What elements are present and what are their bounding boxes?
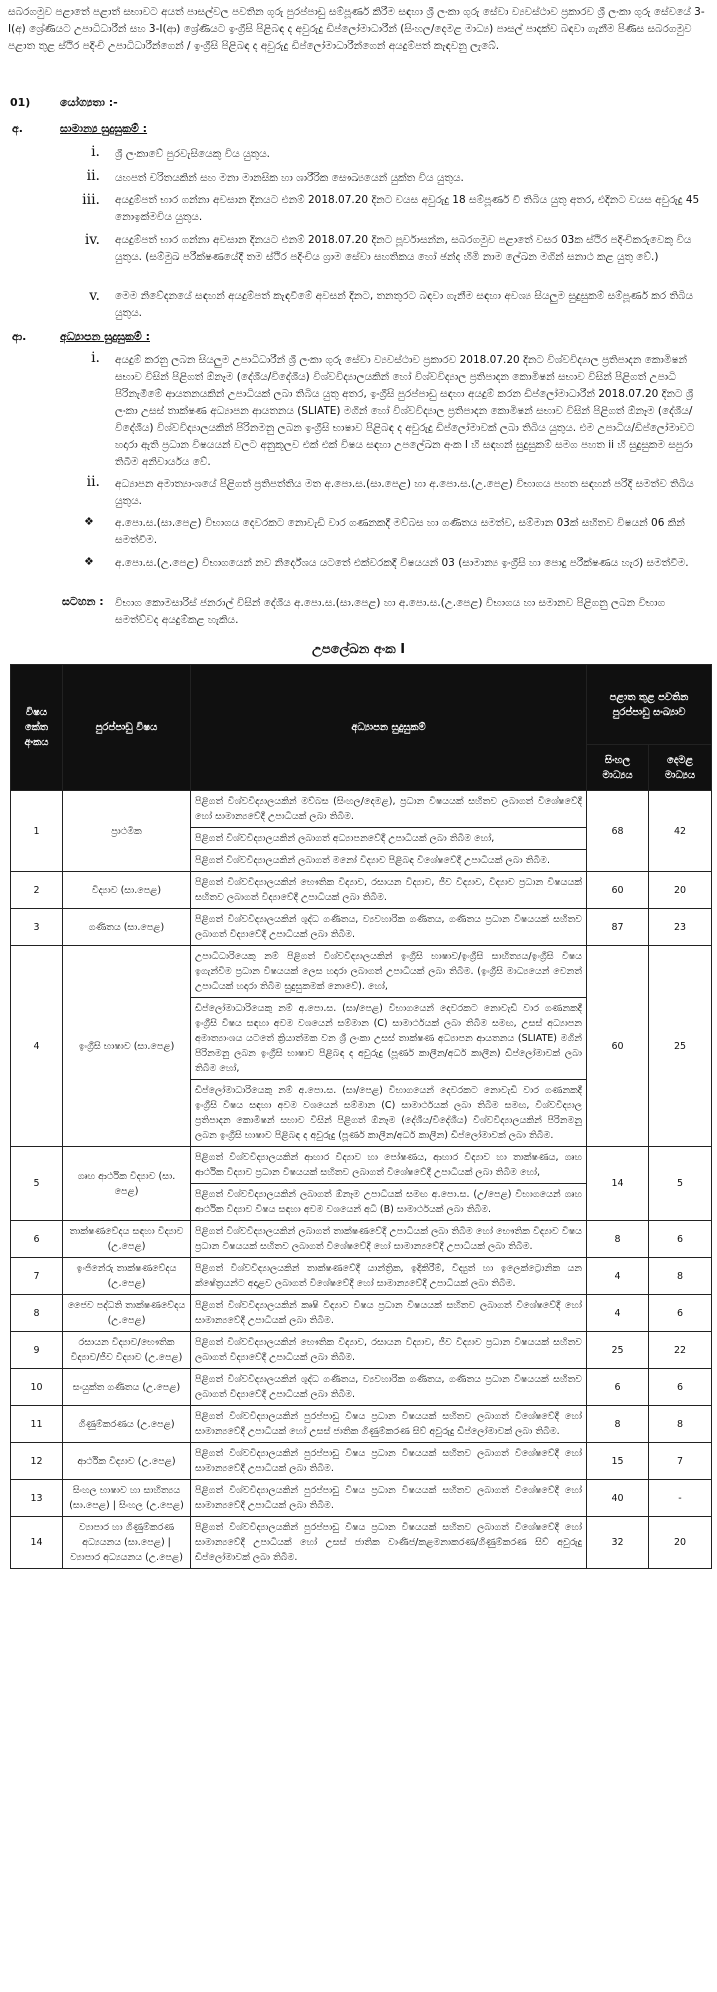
vacancy-subject-cell: විද්‍යාව (සා.පෙළ) xyxy=(63,872,191,909)
header-vacancy-count: පළාත තුළ පවතින පුරප්පාඩු සංඛ්‍යාව xyxy=(587,665,712,745)
qualification-cell: ඩිප්ලෝමාධාරියෙකු නම් අ.පො.ස. (සා/පෙළ) විභාගයෙන් දෙවරකට නොවැඩි වාර ගණනකදී ඉංග්‍රීසි විෂය සඳහා අවම වශයෙන් සම්මාන (C) සාමාර්ථයක් ලබා තිබීම සමඟ, උසස් අධ්‍යාපන අමාත්‍යාංශය යටතේ ක්‍රියාත්මක වන ශ්‍රී ලංකා උසස් තාක්ෂණ අධ්‍යාපන ආයතනය (SLIATE) මගින් පිරිනමනු ලබන ඉංග්‍රීසි භාෂාව පිළිබඳ ද අවුරුදු (පූර්ණ කාලීන/අර්ධ කාලීන) ඩිප්ලෝමාවක් ලබා තිබීම හෝ, xyxy=(191,998,587,1080)
vacancy-subject-cell: ව්‍යාපාර හා ගිණුම්කරණ අධ්‍යයනය (සා.පෙළ) | ව්‍යාපාර අධ්‍යයනය (උ.පෙළ) xyxy=(63,1517,191,1569)
sinhala-vacancy-cell: 8 xyxy=(587,1221,649,1258)
subject-code-cell: 7 xyxy=(11,1258,63,1295)
sinhala-vacancy-cell: 40 xyxy=(587,1480,649,1517)
tamil-vacancy-cell: 8 xyxy=(649,1258,712,1295)
note-text: විභාග කොමසාරිස් ජනරාල් විසින් දේශීය අ.පො.ස.(සා.පෙළ) හා අ.පො.ස.(උ.පෙළ) විභාගය හා සමානව පිළිගනු ලබන විභාග සමත්ව්වද අයදුම්කළ හැකිය. xyxy=(115,597,666,626)
tamil-vacancy-cell: - xyxy=(649,1480,712,1517)
intro-paragraph: සබරගමුව පළාතේ පළාත් සභාවට අයත් පාසල්වල පවතින ගුරු පුරප්පාඩු සම්පූර්ණ කිරීම සඳහා ශ්‍රී ලංකා ගුරු සේවා ව්‍යවස්ථාව ප්‍රකාරව ශ්‍රී ලංකා ගුරු සේවයේ 3-I(අ) ශ්‍රේණියට උපාධිධාරීන් සහ 3-I(ආ) ශ්‍රේණියට ඉංග්‍රීසි පිළිබඳ ද අවුරුදු ඩිප්ලෝමාධාරීන් (සිංහල/දෙමළ මාධ්‍ය) පාසල් පාදක්ව බඳවා ගැනීම පිණිස සබරගමුව පළාත තුළ ස්ථිර පදිංචි උපාධිධාරීන්ගෙන් / ඉංග්‍රීසි පිළිබඳ ද අවුරුදු ඩිප්ලෝමාධාරීන්ගෙන් අයදුම්පත් කැඳවනු ලැබේ. xyxy=(8,6,705,52)
table-row xyxy=(11,1147,712,1184)
table-row xyxy=(11,1258,712,1295)
tamil-vacancy-cell: 25 xyxy=(649,946,712,1147)
vacancy-subject-cell: ගෘහ ආර්ථික විද්‍යාව (සා. පෙළ) xyxy=(63,1147,191,1221)
general-item-number: ii. xyxy=(86,168,100,184)
sinhala-vacancy-cell: 4 xyxy=(587,1295,649,1332)
vacancy-table xyxy=(10,664,712,1569)
table-row xyxy=(11,1295,712,1332)
tamil-vacancy-cell: 20 xyxy=(649,1517,712,1569)
subject-code-cell: 9 xyxy=(11,1332,63,1369)
subject-code-cell: 5 xyxy=(11,1147,63,1221)
header-tamil-medium: දෙමළ මාධ්‍යය xyxy=(649,745,712,791)
section-a-title: සාමාන්‍ය සුදුසුකම් : xyxy=(60,122,148,135)
table-row xyxy=(11,1332,712,1369)
qualification-cell: පිළිගත් විශ්වවිද්‍යාලයකින් පුරප්පාඩු විෂය ප්‍රධාන විෂයයක් සහිතව ලබාගත් විශේෂවේදී හෝ සාමාන්‍යවේදී උපාධියක් හෝ උසස් ජාතික ගිණුම්කරණ සිව් අවුරුදු ඩිප්ලෝමාවක් ලබා තිබීම. xyxy=(191,1406,587,1443)
table-row xyxy=(11,909,712,946)
subject-code-cell: 3 xyxy=(11,909,63,946)
vacancy-subject-cell: ඉංජිනේරු තාක්ෂණවේදය (උ.පෙළ) xyxy=(63,1258,191,1295)
subject-code-cell: 12 xyxy=(11,1443,63,1480)
ol-requirement-text: අ.පො.ස.(සා.පෙළ) විභාගය දෙවරකට නොවැඩි වාර ගණනකදී මව්බස හා ගණිතය සමත්ව, සම්මාන 03ක් සහිතව විෂයන් 06 කින් සමත්වීම. xyxy=(115,517,685,546)
subject-code-cell: 6 xyxy=(11,1221,63,1258)
table-row xyxy=(11,1443,712,1480)
tamil-vacancy-cell: 7 xyxy=(649,1443,712,1480)
vacancy-subject-cell: සිංහල භාෂාව හා සාහිත්‍යය (සා.පෙළ) | සිංහල (උ.පෙළ) xyxy=(63,1480,191,1517)
table-row xyxy=(11,1221,712,1258)
qualification-cell: පිළිගත් විශ්වවිද්‍යාලයකින් මව්බස (සිංහල/දෙමළ), ප්‍රධාන විෂයයක් සහිතව ලබාගත් විශේෂවේදී හෝ සාමාන්‍යවේදී උපාධියක් ලබා තිබීම. xyxy=(191,791,587,828)
general-item-number: iii. xyxy=(82,192,100,208)
subject-code-cell: 4 xyxy=(11,946,63,1147)
subject-code-cell: 10 xyxy=(11,1369,63,1406)
header-sinhala-medium: සිංහල මාධ්‍යය xyxy=(587,745,649,791)
qualification-cell: පිළිගත් විශ්වවිද්‍යාලයකින් පුරප්පාඩු විෂය ප්‍රධාන විෂයයක් සහිතව ලබාගත් විශේෂවේදී හෝ සාමාන්‍යවේදී උපාධියක් ලබා තිබීම. xyxy=(191,1480,587,1517)
section-01-number: 01) xyxy=(10,96,31,109)
qualification-cell: පිළිගත් විශ්වවිද්‍යාලයකින් ලබාගත් අධ්‍යාපනවේදී උපාධියක් ලබා තිබීම හෝ, xyxy=(191,828,587,850)
vacancy-subject-cell: ජෛව පද්ධති තාක්ෂණවේදය (උ.පෙළ) xyxy=(63,1295,191,1332)
tamil-vacancy-cell: 5 xyxy=(649,1147,712,1221)
general-item-text: ශ්‍රී ලංකාවේ පුරවැසියෙකු විය යුතුය. xyxy=(115,148,270,160)
sinhala-vacancy-cell: 14 xyxy=(587,1147,649,1221)
tamil-vacancy-cell: 8 xyxy=(649,1406,712,1443)
sinhala-vacancy-cell: 32 xyxy=(587,1517,649,1569)
qualification-cell: පිළිගත් විශ්වවිද්‍යාලයකින් තාක්ෂණවේදී යාන්ත්‍රික, ඉදිකිරීම්, විද්‍යුත් හා ඉලෙක්ට්‍රොනික යන ක්ෂේත්‍රයන්ට අදාළව ලබාගත් විශේෂවේදී හෝ සාමාන්‍යවේදී උපාධියක් ලබා තිබීම. xyxy=(191,1258,587,1295)
note-label: සටහන : xyxy=(62,595,104,608)
header-vacancy-subject: පුරප්පාඩු විෂය xyxy=(63,665,191,791)
subject-code-cell: 2 xyxy=(11,872,63,909)
table-row xyxy=(11,791,712,828)
table-row xyxy=(11,1480,712,1517)
vacancy-subject-cell: ප්‍රාථමික xyxy=(63,791,191,872)
tamil-vacancy-cell: 23 xyxy=(649,909,712,946)
al-requirement-text: අ.පො.ස.(උ.පෙළ) විභාගයෙන් නව නිර්දේශය යටතේ එක්වරකදී විෂයයන් 03 (සාමාන්‍ය ඉංග්‍රීසි හා පොදු පරීක්ෂණය හැර) සමත්වීම. xyxy=(115,557,689,569)
subject-code-cell: 1 xyxy=(11,791,63,872)
table-row xyxy=(11,872,712,909)
sinhala-vacancy-cell: 6 xyxy=(587,1369,649,1406)
tamil-vacancy-cell: 42 xyxy=(649,791,712,872)
sinhala-vacancy-cell: 68 xyxy=(587,791,649,872)
qualification-cell: උපාධිධාරියෙකු නම් පිළිගත් විශ්වවිද්‍යාලයකින් ඉංග්‍රීසි භාෂාව/ඉංග්‍රීසි සාහිත්‍යය/ඉංග්‍රීසි විෂය ඉගැන්වීම ප්‍රධාන විෂයයක් ලෙස හදාරා ලබාගත් උපාධියක් ලබා තිබීම. (ඉංග්‍රීසි මාධ්‍යයෙන් වෙනත් උපාධියක් හදාරා තිබීම සුදුසුකමක් නොවේ). හෝ, xyxy=(191,946,587,998)
sinhala-vacancy-cell: 25 xyxy=(587,1332,649,1369)
qualification-cell: පිළිගත් විශ්වවිද්‍යාලයකින් ශුද්ධ ගණිතය, ව්‍යවහාරික ගණිතය, ගණිතය ප්‍රධාන විෂයයක් සහිතව ලබාගත් විද්‍යාවේදී උපාධියක් ලබා තිබීම. xyxy=(191,909,587,946)
general-item-text: මෙම නිවේදනයේ සඳහන් අයදුම්පත් කැඳවීමේ අවසන් දිනට, තනතුරට බඳවා ගැනීම සඳහා අවශ්‍ය සියලුම සුදුසුකම් සම්පූර්ණ කර තිබිය යුතුය. xyxy=(115,290,694,319)
tamil-vacancy-cell: 22 xyxy=(649,1332,712,1369)
section-01-title: යෝග්‍යතා :- xyxy=(60,96,118,109)
subject-code-cell: 13 xyxy=(11,1480,63,1517)
qualification-cell: පිළිගත් විශ්වවිද්‍යාලයකින් පුරප්පාඩු විෂය ප්‍රධාන විෂයයක් සහිතව ලබාගත් විශේෂවේදී හෝ සාමාන්‍යවේදී උපාධියක් ලබා තිබීම. xyxy=(191,1443,587,1480)
section-a-label: අ. xyxy=(12,122,23,135)
table-row xyxy=(11,946,712,998)
section-aa-label: ආ. xyxy=(12,330,27,343)
sinhala-vacancy-cell: 60 xyxy=(587,872,649,909)
qualification-cell: පිළිගත් විශ්වවිද්‍යාලයකින් කෘෂි විද්‍යාව විෂය ප්‍රධාන විෂයයක් සහිතව ලබාගත් විශේෂවේදී හෝ සාමාන්‍යවේදී උපාධියක් ලබා තිබීම. xyxy=(191,1295,587,1332)
qualification-cell: පිළිගත් විශ්වවිද්‍යාලයකින් පුරප්පාඩු විෂය ප්‍රධාන විෂයයක් සහිතව ලබාගත් විශේෂවේදී හෝ සාමාන්‍යවේදී උපාධියක් හෝ උසස් ජාතික වාණිජ/කළමනාකරණ/ගිණුම්කරණ සිව් අවුරුදු ඩිප්ලෝමාවක් ලබා තිබීම. xyxy=(191,1517,587,1569)
education-item-text: අධ්‍යාපන අමාත්‍යාංශයේ පිළිගත් ප්‍රතිපත්තිය මත අ.පො.ස.(සා.පෙළ) හා අ.පො.ස.(උ.පෙළ) විභාගය පහත සඳහන් පරිදි සමත්ව තිබිය යුතුය. xyxy=(115,478,694,507)
sinhala-vacancy-cell: 4 xyxy=(587,1258,649,1295)
tamil-vacancy-cell: 6 xyxy=(649,1295,712,1332)
header-qualifications: අධ්‍යාපන සුදුසුකම් xyxy=(191,665,587,791)
sinhala-vacancy-cell: 60 xyxy=(587,946,649,1147)
general-item-text: අයදුම්පත් භාර ගන්නා අවසාන දිනයට එනම් 2018.07.20 දිනට පූර්වාසන්න, සබරගමුව පළාතේ වසර 03ක ස්ථිර පදිංචිකරුවෙකු විය යුතුය. (සම්මුඛ පරීක්ෂණයේදී තම ස්ථිර පදිංචිය ග්‍රාම සේවා සහතිකය හෝ ඡන්ද හිමි නාම ලේඛන මගින් සනාථ කළ යුතු වේ.) xyxy=(115,234,692,263)
tamil-vacancy-cell: 6 xyxy=(649,1221,712,1258)
subject-code-cell: 14 xyxy=(11,1517,63,1569)
tamil-vacancy-cell: 20 xyxy=(649,872,712,909)
header-subject-code: විෂය කේත අංකය xyxy=(11,665,63,791)
qualification-cell: පිළිගත් විශ්වවිද්‍යාලයකින් භෞතික විද්‍යාව, රසායන විද්‍යාව, ජීව විද්‍යාව ප්‍රධාන විෂයයක් සහිතව ලබාගත් විද්‍යාවේදී උපාධියක් ලබා තිබීම. xyxy=(191,1332,587,1369)
diamond-bullet-icon: ❖ xyxy=(84,555,94,568)
sinhala-vacancy-cell: 15 xyxy=(587,1443,649,1480)
vacancy-subject-cell: ඉංග්‍රීසි භාෂාව (සා.පෙළ) xyxy=(63,946,191,1147)
general-item-text: යහපත් චරිතයකින් සහ මනා මානසික හා ශාරීරික සෞඛ්‍යයෙන් යුක්ත විය යුතුය. xyxy=(115,172,464,184)
general-item-number: v. xyxy=(89,288,100,304)
general-item-number: iv. xyxy=(84,232,100,248)
schedule-title: උපලේඛන අංක I xyxy=(311,642,406,657)
qualification-cell: පිළිගත් විශ්වවිද්‍යාලයකින් ලබාගත් තාක්ෂණවේදී උපාධියක් ලබා තිබීම හෝ භෞතික විද්‍යාව විෂය ප්‍රධාන විෂයයක් සහිතව ලබාගත් විශේෂවේදී හෝ සාමාන්‍යවේදී උපාධියක් ලබා තිබීම. xyxy=(191,1221,587,1258)
qualification-cell: පිළිගත් විශ්වවිද්‍යාලයකින් ලබාගත් මනෝ විද්‍යාව පිළිබඳ විශේෂවේදී උපාධියක් ලබා තිබීම. xyxy=(191,850,587,872)
general-item-text: අයදුම්පත් භාර ගන්නා අවසාන දිනයට එනම් 2018.07.20 දිනට වයස අවුරුදු 18 සම්පූර්ණ වී තිබිය යුතු අතර, එදිනට වයස අවුරුදු 45 නොඉක්මවිය යුතුය. xyxy=(115,194,700,223)
table-row xyxy=(11,1517,712,1569)
vacancy-subject-cell: ගිණුම්කරණය (උ.පෙළ) xyxy=(63,1406,191,1443)
vacancy-subject-cell: ගණිතය (සා.පෙළ) xyxy=(63,909,191,946)
section-aa-title: අධ්‍යාපන සුදුසුකම් : xyxy=(60,330,150,343)
education-item-text: අයදුම් කරනු ලබන සියලුම උපාධිධාරීන් ශ්‍රී ලංකා ගුරු සේවා ව්‍යවස්ථාව ප්‍රකාරව 2018.07.20 දිනට විශ්වවිද්‍යාල ප්‍රතිපාදන කොමිෂන් සභාව විසින් පිළිගත් ඕනෑම (දේශීය/විදේශීය) විශ්වවිද්‍යාලයකින් හෝ විශ්වවිද්‍යාල ප්‍රතිපාදන කොමිෂන් සභාව විසින් පිළිගත් උපාධි පිරිනැමීමේ ආයතනයකින් උපාධියක් ලබා තිබිය යුතු අතර, ඉංග්‍රීසි පුරප්පාඩු සඳහා අයදුම් කරන ඩිප්ලෝමාධාරීන් 2018.07.20 දිනට ශ්‍රී ලංකා උසස් තාක්ෂණ අධ්‍යාපන ආයතනය (SLIATE) මගින් හෝ විශ්වවිද්‍යාල ප්‍රතිපාදන කොමිෂන් සභාව විසින් පිළිගත් ඕනෑම (දේශීය/විදේශීය) විශ්වවිද්‍යාලයකින් පිරිනමනු ලබන ඉංග්‍රීසි භාෂාව පිළිබඳ ද අවුරුදු ඩිප්ලෝමාවක් ලබා තිබිය යුතුය. එම උපාධිය/ඩිප්ලෝමාවට හදාරා ඇති ප්‍රධාන විෂයයන් වලට අනුකූලව එක් එක් විෂය සඳහා උපලේඛන අංක I හි සඳහන් සුදුසුකම් සමග පහත ii හි සුදුසුකම සපුරා තිබීම අනිවාර්යය වේ. xyxy=(115,354,695,468)
table-row xyxy=(11,1369,712,1406)
subject-code-cell: 11 xyxy=(11,1406,63,1443)
qualification-cell: පිළිගත් විශ්වවිද්‍යාලයකින් ආහාර විද්‍යාව හා පෝෂණය, ආහාර විද්‍යාව හා තාක්ෂණය, ගෘහ ආර්ථික විද්‍යාව ප්‍රධාන විෂයයක් සහිතව ලබාගත් විශේෂවේදී උපාධියක් ලබා තිබීම හෝ, xyxy=(191,1147,587,1184)
sinhala-vacancy-cell: 8 xyxy=(587,1406,649,1443)
table-row xyxy=(11,1406,712,1443)
diamond-bullet-icon: ❖ xyxy=(84,515,94,528)
education-item-number: ii. xyxy=(86,474,100,490)
qualification-cell: පිළිගත් විශ්වවිද්‍යාලයකින් ලබාගත් ඕනෑම උපාධියක් සමඟ අ.පො.ස. (උ/පෙළ) විභාගයෙන් ගෘහ ආර්ථික විද්‍යාව විෂය සඳහා අවම වශයෙන් අධි (B) සාමාර්ථයක් ලබා තිබීම. xyxy=(191,1184,587,1221)
education-item-number: i. xyxy=(91,350,100,366)
qualification-cell: ඩිප්ලෝමාධාරියෙකු නම් අ.පො.ස. (සා/පෙළ) විභාගයෙන් දෙවරකට නොවැඩි වාර ගණනකදී ඉංග්‍රීසි විෂය සඳහා අවම වශයෙන් සම්මාන (C) සාමාර්ථයක් ලබා තිබීම සමඟ, විශ්වවිද්‍යාල ප්‍රතිපාදන කොමිෂන් සභාව විසින් පිළිගත් ඕනෑම (දේශීය/විදේශීය) විශ්වවිද්‍යාලයකින් පිරිනමනු ලබන ඉංග්‍රීසි භාෂාව පිළිබඳ ද අවුරුදු (පූර්ණ කාලීන/අර්ධ කාලීන) ඩිප්ලෝමාවක් ලබා තිබීම. xyxy=(191,1080,587,1147)
vacancy-subject-cell: සංයුක්ත ගණිතය (උ.පෙළ) xyxy=(63,1369,191,1406)
tamil-vacancy-cell: 6 xyxy=(649,1369,712,1406)
vacancy-subject-cell: ආර්ථික විද්‍යාව (උ.පෙළ) xyxy=(63,1443,191,1480)
qualification-cell: පිළිගත් විශ්වවිද්‍යාලයකින් ශුද්ධ ගණිතය, ව්‍යවහාරික ගණිතය, ගණිතය ප්‍රධාන විෂයයක් සහිතව ලබාගත් විද්‍යාවේදී උපාධියක් ලබා තිබීම. xyxy=(191,1369,587,1406)
sinhala-vacancy-cell: 87 xyxy=(587,909,649,946)
vacancy-subject-cell: තාක්ෂණවේදය සඳහා විද්‍යාව (උ.පෙළ) xyxy=(63,1221,191,1258)
general-item-number: i. xyxy=(91,144,100,160)
vacancy-subject-cell: රසායන විද්‍යාව/භෞතික විද්‍යාව/ජීව විද්‍යාව (උ.පෙළ) xyxy=(63,1332,191,1369)
qualification-cell: පිළිගත් විශ්වවිද්‍යාලයකින් භෞතික විද්‍යාව, රසායන විද්‍යාව, ජීව විද්‍යාව, විද්‍යාව ප්‍රධාන විෂයයක් සහිතව ලබාගත් විද්‍යාවේදී උපාධියක් ලබා තිබීම. xyxy=(191,872,587,909)
subject-code-cell: 8 xyxy=(11,1295,63,1332)
